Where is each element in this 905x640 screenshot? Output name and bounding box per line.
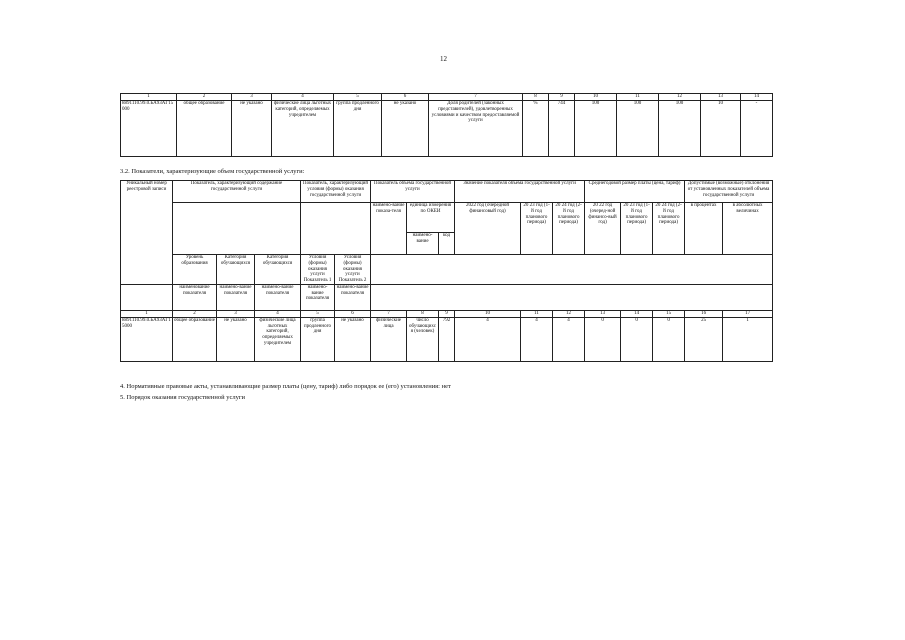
t1-colnum: 3 bbox=[232, 94, 272, 101]
t2-colnum: 14 bbox=[621, 310, 653, 317]
h-condition-2: Условия (формы) оказания услуги Показатель 2 bbox=[335, 255, 371, 285]
t1-colnum: 10 bbox=[575, 94, 617, 101]
t2-cell: 4 bbox=[455, 317, 521, 361]
h-price-2022: 20 22 год (очеред-ной финансо-вый год) bbox=[585, 203, 621, 255]
t1-colnum: 13 bbox=[701, 94, 741, 101]
t2-colnum: 16 bbox=[685, 310, 723, 317]
t1-cell: % bbox=[523, 101, 549, 157]
h-allowed-deviation: Допустимые (возможные) отклонения от установленных показателей объема государственной услуги bbox=[685, 181, 773, 203]
t1-cell: не указано bbox=[232, 101, 272, 157]
t1-cell: 100 bbox=[617, 101, 659, 157]
t2-cell: 0 bbox=[621, 317, 653, 361]
t1-colnum: 5 bbox=[334, 94, 382, 101]
t2-cell: не указано bbox=[335, 317, 371, 361]
t2-colnum: 4 bbox=[255, 310, 301, 317]
h-year-2022: 2022 год (очередной финансовый год) bbox=[455, 203, 521, 255]
footer-paragraph-5: 5. Порядок оказания государственной услуги bbox=[120, 394, 245, 401]
t1-cell: общее образование bbox=[177, 101, 232, 157]
t1-cell: 100 bbox=[575, 101, 617, 157]
t2-colnum: 7 bbox=[371, 310, 407, 317]
t2-cell: физические лица bbox=[371, 317, 407, 361]
t1-cell: группа продленного дня bbox=[334, 101, 382, 157]
t2-cell: 1 bbox=[723, 317, 773, 361]
t2-cell: 25 bbox=[685, 317, 723, 361]
h-name-cell: наименование показателя bbox=[173, 284, 217, 310]
t2-colnum: 3 bbox=[217, 310, 255, 317]
h-unit-name: наимено-вание bbox=[407, 233, 439, 255]
footer-paragraph-4: 4. Нормативные правовые акты, устанавливающие размер платы (цену, тариф) либо порядок ее (его) установления: нет bbox=[120, 383, 451, 390]
h-name-cell: наимено-вание показателя bbox=[217, 284, 255, 310]
h-volume-value: Значение показателя объема государственной услуги bbox=[455, 181, 585, 203]
h-year-2023: 20 23 год (1-й год планового периода) bbox=[521, 203, 553, 255]
t1-cell: не указано bbox=[382, 101, 429, 157]
h-deviation-percent: в процентах bbox=[685, 203, 723, 255]
t1-colnum: 1 bbox=[121, 94, 177, 101]
t2-colnum: 17 bbox=[723, 310, 773, 317]
h-year-2024: 20 24 год (2-й год планового периода) bbox=[553, 203, 585, 255]
t1-colnum: 6 bbox=[382, 94, 429, 101]
t1-cell: Доля родителей (законных представителей), удовлетворенных условиями и качеством предоставляемой услуги bbox=[429, 101, 523, 157]
t2-colnum: 10 bbox=[455, 310, 521, 317]
h-education-level: Уровень образования bbox=[173, 255, 217, 285]
page-number: 12 bbox=[440, 55, 447, 63]
h-price-2024: 20 24 год (2-й год планового периода) bbox=[653, 203, 685, 255]
t2-registry-number: 8891110.99.0.БА93АГ15000 bbox=[121, 317, 173, 361]
t2-cell: не указано bbox=[217, 317, 255, 361]
t1-cell: - bbox=[741, 101, 773, 157]
h-condition-1: Условия (формы) оказания услуги Показатель 1 bbox=[301, 255, 335, 285]
t1-cell: 100 bbox=[659, 101, 701, 157]
section-heading: 3.2. Показатели, характеризующие объем государственной услуги: bbox=[120, 168, 305, 175]
h-name-cell: наимено-вание показателя bbox=[301, 284, 335, 310]
t2-cell: общее образование bbox=[173, 317, 217, 361]
h-name-row-blank bbox=[371, 284, 773, 310]
h-student-category: Категория обучающихся bbox=[217, 255, 255, 285]
t2-colnum: 6 bbox=[335, 310, 371, 317]
h-service-conditions: Показатель, характеризующий условия (формы) оказания государственной услуги bbox=[301, 181, 371, 203]
h-average-price: Среднегодовой размер платы (цена, тариф) bbox=[585, 181, 685, 203]
t2-colnum: 2 bbox=[173, 310, 217, 317]
t2-cell: физические лица льготных категорий, определяемых учредителем bbox=[255, 317, 301, 361]
h-unit-of-measure: единица измерения по ОКЕИ bbox=[407, 203, 455, 233]
t1-cell: физические лица льготных категорий, определяемых учредителем bbox=[272, 101, 334, 157]
t1-colnum: 14 bbox=[741, 94, 773, 101]
h-indicator-name: наимено-вание показа-теля bbox=[371, 203, 407, 255]
t1-colnum: 9 bbox=[549, 94, 575, 101]
t2-cell: 0 bbox=[585, 317, 621, 361]
h-student-category-2: Категория обучающихся bbox=[255, 255, 301, 285]
t2-cell: группа продленного дня bbox=[301, 317, 335, 361]
h-registry-number: Уникальный номер реестровой записи bbox=[121, 181, 173, 285]
t1-colnum: 7 bbox=[429, 94, 523, 101]
t2-colnum: 13 bbox=[585, 310, 621, 317]
t1-cell: 10 bbox=[701, 101, 741, 157]
quality-indicators-table bbox=[120, 93, 773, 157]
t2-colnum: 15 bbox=[653, 310, 685, 317]
h-service-content: Показатель, характеризующий содержание государственной услуги bbox=[173, 181, 301, 203]
h-row-blank bbox=[371, 255, 773, 285]
t2-colnum: 1 bbox=[121, 310, 173, 317]
t2-cell: 0 bbox=[653, 317, 685, 361]
t1-colnum: 8 bbox=[523, 94, 549, 101]
t2-cell: число обучающихся (человек) bbox=[407, 317, 439, 361]
t2-cell: 792 bbox=[439, 317, 455, 361]
t2-cell: 4 bbox=[553, 317, 585, 361]
t1-colnum: 2 bbox=[177, 94, 232, 101]
volume-indicators-table bbox=[120, 180, 773, 362]
t2-cell: 4 bbox=[521, 317, 553, 361]
h-price-2023: 20 23 год (1-й год планового периода) bbox=[621, 203, 653, 255]
h-conditions-blank bbox=[301, 203, 371, 255]
t1-registry-number: 8891110.99.0.БА93АГ15000 bbox=[121, 101, 177, 157]
h-deviation-absolute: в абсолютных величинах bbox=[723, 203, 773, 255]
t2-colnum: 12 bbox=[553, 310, 585, 317]
t2-colnum: 11 bbox=[521, 310, 553, 317]
t1-cell: 744 bbox=[549, 101, 575, 157]
h-content-blank bbox=[173, 203, 301, 255]
h-unit-code: код bbox=[439, 233, 455, 255]
t1-colnum: 12 bbox=[659, 94, 701, 101]
h-name-cell: наимено-вание показателя bbox=[335, 284, 371, 310]
t2-colnum: 9 bbox=[439, 310, 455, 317]
t2-colnum: 5 bbox=[301, 310, 335, 317]
t1-colnum: 11 bbox=[617, 94, 659, 101]
t1-colnum: 4 bbox=[272, 94, 334, 101]
h-name-blank bbox=[121, 284, 173, 310]
t2-colnum: 8 bbox=[407, 310, 439, 317]
h-volume-indicator: Показатель объема государственной услуги bbox=[371, 181, 455, 203]
h-name-cell: наимено-вание показателя bbox=[255, 284, 301, 310]
